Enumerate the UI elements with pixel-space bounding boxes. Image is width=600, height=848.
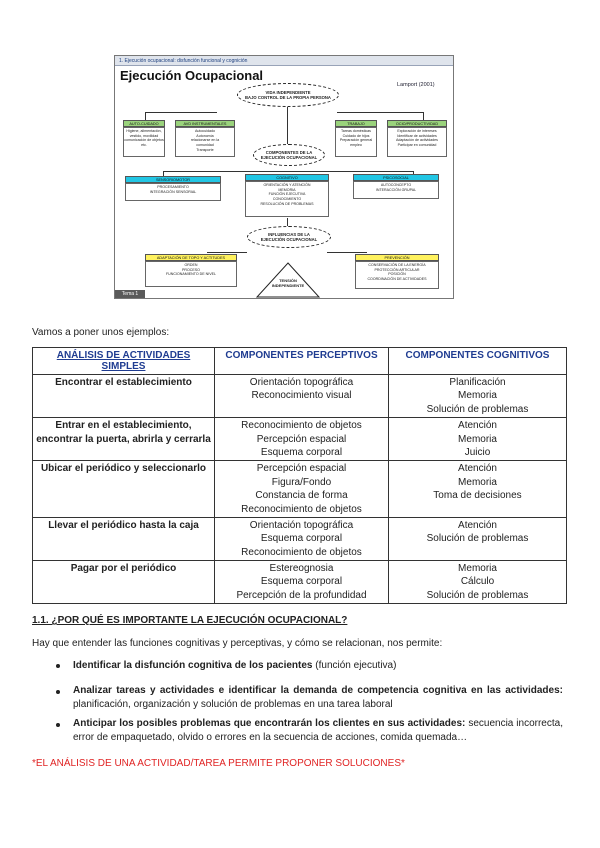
section-heading: 1.1. ¿POR QUÉ ES IMPORTANTE LA EJECUCIÓN OCUPACIONAL? (32, 615, 348, 626)
box-autocuidado-body: Higiene, alimentación, vestido, movilidad comunicación de objetos etc. (123, 127, 165, 157)
perceptive-cell: Orientación topográfica Esquema corporal Reconocimiento de objetos (215, 517, 389, 560)
activity-cell: Ubicar el periódico y seleccionarlo (33, 461, 215, 518)
box-trabajo-header: TRABAJO (335, 120, 377, 127)
table-row (33, 461, 567, 518)
tension-label: TENSIÓN INDEPENDIENTE (271, 278, 305, 288)
box-psicosocial-header: PSICOSOCIAL (353, 174, 439, 181)
bullet-item: Identificar la disfunción cognitiva de los pacientes (función ejecutiva) (73, 660, 397, 671)
cognitive-cell: Planificación Memoria Solución de problemas (389, 375, 567, 418)
box-cognitivo-body: ORIENTACIÓN Y ATENCIÓN MEMORIA FUNCIÓN EJECUTIVA CONOCIMIENTO RESOLUCIÓN DE PROBLEMAS (245, 181, 329, 217)
slide-tema-label: Tema 1 (115, 290, 145, 298)
connector-line (145, 112, 217, 113)
cognitive-cell: Atención Memoria Toma de decisiones (389, 461, 567, 518)
bullet-dot (56, 690, 60, 694)
ellipse-influencias: INFLUENCIAS DE LA EJECUCIÓN OCUPACIONAL (247, 226, 331, 248)
diagram-slide (114, 55, 454, 299)
perceptive-cell: Orientación topográfica Reconocimiento visual (215, 375, 389, 418)
perceptive-cell: Reconocimiento de objetos Percepción espacial Esquema corporal (215, 418, 389, 461)
table-row (33, 561, 567, 604)
activity-cell: Encontrar el establecimiento (33, 375, 215, 418)
activity-cell: Llevar el periódico hasta la caja (33, 517, 215, 560)
header-cognitivos: COMPONENTES COGNITIVOS (389, 348, 567, 375)
table-header-row (33, 348, 567, 375)
box-ocio-body: Exploración de intereses Identificar de actividades Adaptación de actividades Participar en comunidad (387, 127, 447, 157)
perceptive-cell: Percepción espacial Figura/Fondo Constancia de forma Reconocimiento de objetos (215, 461, 389, 518)
intro-text: Vamos a poner unos ejemplos: (32, 327, 170, 338)
connector-line (163, 171, 413, 172)
bullet-item: Anticipar los posibles problemas que encontrarán los clientes en sus actividades: secuencia incorrecta, error de empaquetado, olvido o errores en la secuencia de acciones, comida quemada… (73, 718, 563, 743)
bullet-dot (56, 723, 60, 727)
connector-line (337, 112, 423, 113)
ellipse-componentes: COMPONENTES DE LA EJECUCIÓN OCUPACIONAL (253, 144, 325, 166)
perceptive-cell: Estereognosia Esquema corporal Percepción de la profundidad (215, 561, 389, 604)
box-cognitivo-header: COGNITIVO (245, 174, 329, 181)
section-intro: Hay que entender las funciones cognitivas y perceptivas, y cómo se relacionan, nos permite: (32, 638, 443, 649)
slide-author: Lamport (2001) (397, 82, 435, 88)
cognitive-cell: Atención Memoria Juicio (389, 418, 567, 461)
connector-line (207, 252, 247, 253)
conclusion-text: *EL ANÁLISIS DE UNA ACTIVIDAD/TAREA PERMITE PROPONER SOLUCIONES* (32, 758, 405, 769)
box-adaptacion-body: ORDEN PROCESO FUNCIONAMIENTO DE NIVEL (145, 261, 237, 287)
table-row (33, 375, 567, 418)
box-avd-header: AVD INSTRUMENTALES (175, 120, 235, 127)
box-prevencion-body: CONSERVACIÓN DE LA ENERGÍA PROTECCIÓN ARTICULAR POSICIÓN COORDINACIÓN DE ACTIVIDADES (355, 261, 439, 289)
bullet-dot (56, 664, 60, 668)
cognitive-cell: Memoria Cálculo Solución de problemas (389, 561, 567, 604)
cognitive-cell: Atención Solución de problemas (389, 517, 567, 560)
table-row (33, 418, 567, 461)
bullet-item: Analizar tareas y actividades e identificar la demanda de competencia cognitiva en las actividades: planificación, organización y solución de problemas en una tarea laboral (73, 685, 563, 710)
activities-table (32, 347, 567, 604)
box-avd-body: Autocuidado Autonomía relacionarse en la comunidad Transporte (175, 127, 235, 157)
box-autocuidado-header: AUTO-CUIDADO (123, 120, 165, 127)
box-ocio-header: OCIO/PRODUCTIVIDAD (387, 120, 447, 127)
box-sensoriomotor-header: SENSORIOMOTOR (125, 176, 221, 183)
box-psicosocial-body: AUTOCONCEPTO INTERACCIÓN GRUPAL (353, 181, 439, 199)
slide-title: Ejecución Ocupacional (120, 68, 264, 83)
ellipse-vida-independiente: VIDA INDEPENDIENTE BAJO CONTROL DE LA PROPIA PERSONA (237, 83, 339, 107)
header-perceptivos: COMPONENTES PERCEPTIVOS (215, 348, 389, 375)
box-adaptacion-header: ADAPTACIÓN DE TOPO Y ACTITUDES (145, 254, 237, 261)
box-prevencion-header: PREVENCIÓN (355, 254, 439, 261)
box-trabajo-body: Tareas domésticas Cuidado de hijos Preparación general empleo (335, 127, 377, 157)
header-analisis: ANÁLISIS DE ACTIVIDADES SIMPLES (33, 348, 215, 375)
slide-topbar: 1. Ejecución ocupacional: disfunción funcional y cognición (115, 56, 453, 66)
connector-line (327, 252, 367, 253)
box-sensoriomotor-body: PROCESAMIENTO INTEGRACIÓN SENSORIAL (125, 183, 221, 201)
activity-cell: Pagar por el periódico (33, 561, 215, 604)
activity-cell: Entrar en el establecimiento, encontrar la puerta, abrirla y cerrarla (33, 418, 215, 461)
table-row (33, 517, 567, 560)
